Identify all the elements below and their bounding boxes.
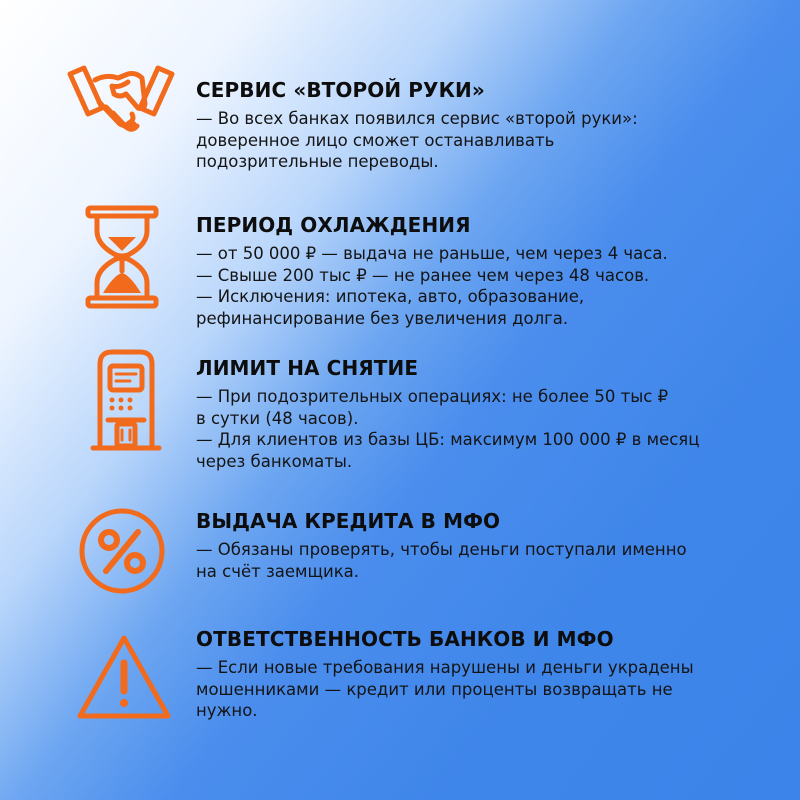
body-line: рефинансирование без увеличения долга. — [196, 308, 569, 328]
section-body — [196, 657, 786, 722]
section-text — [196, 356, 786, 472]
section-body — [196, 386, 786, 472]
body-line: — Обязаны проверять, чтобы деньги поступали именно — [196, 540, 687, 559]
section-title: СЕРВИС «ВТОРОЙ РУКИ» — [196, 78, 485, 102]
section-text — [196, 78, 786, 173]
body-line: — Если новые требования нарушены и деньги украдены — [196, 658, 694, 677]
percent-icon — [78, 507, 166, 595]
body-line: — При подозрительных операциях: не более 50 тыс ₽ — [196, 387, 669, 406]
section-text — [196, 213, 786, 329]
body-line: доверенное лицо сможет останавливать — [196, 130, 555, 150]
body-line: — от 50 000 ₽ — выдача не раньше, чем через 4 часа. — [196, 244, 668, 263]
section-text — [196, 509, 786, 582]
body-line: — Во всех банках появился сервис «второй руки»: — [196, 109, 638, 128]
body-line: в сутки (48 часов). — [196, 408, 359, 428]
warning-icon — [76, 633, 172, 721]
body-line: — Для клиентов из базы ЦБ: максимум 100 000 ₽ в месяц — [196, 430, 700, 449]
section-title: ОТВЕТСТВЕННОСТЬ БАНКОВ И МФО — [196, 627, 614, 651]
section-body — [196, 108, 786, 173]
section-text — [196, 627, 786, 722]
body-line: подозрительные переводы. — [196, 152, 439, 171]
section-body — [196, 243, 786, 329]
body-line: — Свыше 200 тыс ₽ — не ранее чем через 48 часов. — [196, 265, 650, 285]
body-line: через банкоматы. — [196, 451, 353, 471]
atm-icon — [90, 348, 162, 452]
body-line: — Исключения: ипотека, авто, образование, — [196, 287, 585, 306]
section-title: ПЕРИОД ОХЛАЖДЕНИЯ — [196, 213, 471, 237]
hourglass-icon — [84, 205, 160, 309]
section-title: ЛИМИТ НА СНЯТИЕ — [196, 356, 419, 380]
body-line: мошенниками — кредит или проценты возвращать не — [196, 679, 673, 699]
body-line: нужно. — [196, 701, 258, 720]
section-body — [196, 539, 786, 582]
handshake-icon — [66, 60, 176, 140]
section-title: ВЫДАЧА КРЕДИТА В МФО — [196, 509, 501, 533]
body-line: на счёт заемщика. — [196, 561, 360, 581]
